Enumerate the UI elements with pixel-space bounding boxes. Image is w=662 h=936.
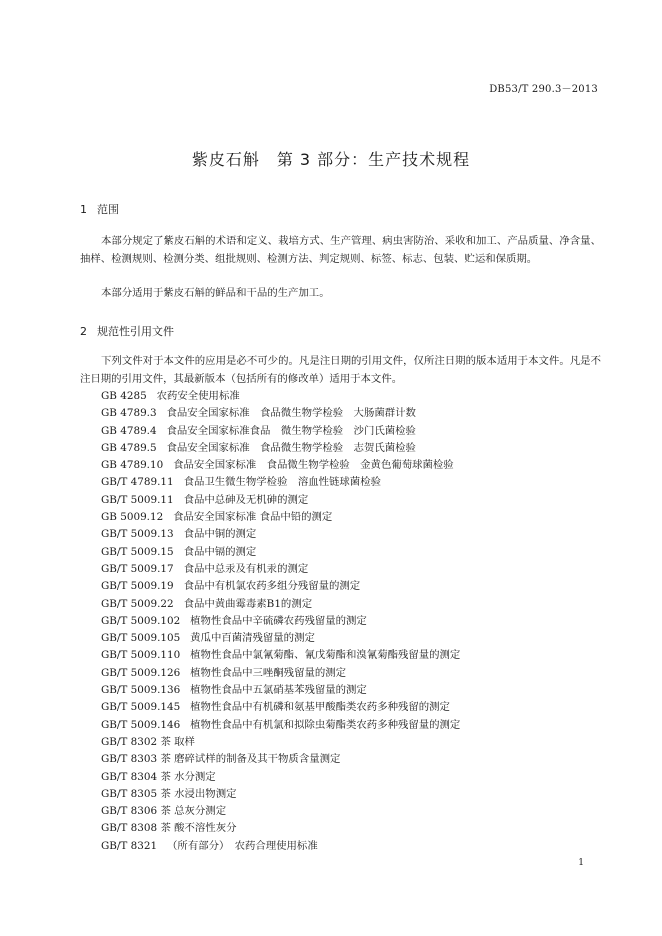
reference-item xyxy=(101,613,460,630)
section-title: 范围 xyxy=(97,203,119,216)
reference-item xyxy=(101,578,460,595)
reference-code: GB/T 8303 xyxy=(101,753,158,766)
reference-name: 植物性食品中三唑酮残留量的测定 xyxy=(190,666,347,679)
reference-code: GB/T 5009.110 xyxy=(101,649,181,662)
reference-item xyxy=(101,699,460,716)
reference-item xyxy=(101,820,460,837)
reference-item xyxy=(101,474,460,491)
reference-name: 食品安全国家标准食品 微生物学检验 沙门氏菌检验 xyxy=(166,424,416,437)
reference-code: GB/T 8305 xyxy=(101,787,158,800)
section-title: 规范性引用文件 xyxy=(97,325,174,338)
reference-name: 食品安全国家标准 食品微生物学检验 大肠菌群计数 xyxy=(166,407,416,420)
section-heading-normative-references xyxy=(80,323,174,339)
reference-list xyxy=(101,388,460,855)
reference-item xyxy=(101,769,460,786)
reference-code: GB/T 5009.102 xyxy=(101,614,181,627)
reference-item xyxy=(101,786,460,803)
scope-applicability-paragraph: 本部分适用于紫皮石斛的鲜品和干品的生产加工。 xyxy=(101,287,330,299)
reference-item xyxy=(101,423,460,440)
reference-item xyxy=(101,838,460,855)
reference-name: 茶 取样 xyxy=(160,735,195,748)
reference-name: 食品安全国家标准 食品中铅的测定 xyxy=(173,511,333,524)
reference-code: GB 5009.12 xyxy=(101,511,164,524)
reference-code: GB/T 5009.19 xyxy=(101,580,174,593)
references-intro-paragraph: 下列文件对于本文件的应用是必不可少的。凡是注日期的引用文件，仅所注日期的版本适用于本文件。凡是不注日期的引用文件，其最新版本（包括所有的修改单）适用于本文件。 xyxy=(80,355,601,385)
reference-name: 茶 总灰分测定 xyxy=(160,805,227,818)
reference-code: GB 4789.3 xyxy=(101,407,157,420)
reference-code: GB 4285 xyxy=(101,390,147,402)
reference-item xyxy=(101,734,460,751)
scope-paragraph: 本部分规定了紫皮石斛的术语和定义、栽培方式、生产管理、病虫害防治、采收和加工、产品质量、净含量、抽样、检测规则、检测分类、组批规则、检测方法、判定规则、标签、标志、包装、贮运和保质期。 xyxy=(80,235,601,265)
reference-name: 农药安全使用标准 xyxy=(156,390,240,402)
reference-code: GB 4789.4 xyxy=(101,424,157,437)
reference-item xyxy=(101,388,460,405)
reference-name: 食品中铜的测定 xyxy=(183,528,257,541)
reference-code: GB/T 5009.126 xyxy=(101,666,181,679)
section-number: 2 xyxy=(80,325,87,338)
reference-item xyxy=(101,457,460,474)
reference-name: 植物性食品中有机氯和拟除虫菊酯类农药多种残留量的测定 xyxy=(190,718,461,731)
reference-code: GB/T 8302 xyxy=(101,735,158,748)
document-title: 紫皮石斛 第 3 部分：生产技术规程 xyxy=(191,150,471,169)
reference-name: 食品中总砷及无机砷的测定 xyxy=(183,493,309,506)
reference-code: GB/T 5009.105 xyxy=(101,632,181,645)
section-number: 1 xyxy=(80,203,87,216)
reference-name: 食品中镉的测定 xyxy=(183,545,257,558)
reference-item xyxy=(101,526,460,543)
reference-code: GB/T 4789.11 xyxy=(101,476,174,489)
page-number: 1 xyxy=(578,858,584,868)
reference-code: GB/T 8304 xyxy=(101,770,158,783)
reference-name: 黄瓜中百菌清残留量的测定 xyxy=(190,632,315,645)
reference-name: 食品安全国家标准 食品微生物学检验 志贺氏菌检验 xyxy=(166,441,416,454)
reference-code: GB/T 8306 xyxy=(101,805,158,818)
reference-name: 食品中黄曲霉毒素B1的测定 xyxy=(183,597,313,610)
reference-name: 植物性食品中五氯硝基苯残留量的测定 xyxy=(190,684,367,697)
reference-code: GB/T 5009.13 xyxy=(101,528,174,541)
reference-item xyxy=(101,596,460,613)
reference-code: GB 4789.5 xyxy=(101,441,157,454)
section-heading-scope xyxy=(80,201,119,217)
reference-name: 茶 水浸出物测定 xyxy=(160,787,237,800)
standard-code: DB53/T 290.3－2013 xyxy=(489,84,598,95)
reference-code: GB/T 5009.15 xyxy=(101,545,174,558)
reference-item xyxy=(101,665,460,682)
reference-name: 食品中有机氯农药多组分残留量的测定 xyxy=(183,580,361,593)
reference-code: GB/T 8321 xyxy=(101,839,158,852)
reference-code: GB/T 5009.22 xyxy=(101,597,174,610)
reference-item xyxy=(101,803,460,820)
reference-code: GB/T 5009.145 xyxy=(101,701,181,714)
reference-code: GB/T 5009.11 xyxy=(101,493,174,506)
reference-item xyxy=(101,717,460,734)
reference-item xyxy=(101,682,460,699)
reference-name: 茶 水分测定 xyxy=(160,770,216,783)
reference-code: GB/T 5009.146 xyxy=(101,718,181,731)
reference-code: GB/T 5009.136 xyxy=(101,684,181,697)
reference-code: GB/T 8308 xyxy=(101,822,158,835)
reference-item xyxy=(101,405,460,422)
reference-name: 茶 酸不溶性灰分 xyxy=(160,822,237,835)
reference-item xyxy=(101,440,460,457)
reference-item xyxy=(101,647,460,664)
reference-name: 植物性食品中氯氰菊酯、氰戊菊酯和溴氰菊酯残留量的测定 xyxy=(190,649,461,662)
reference-item xyxy=(101,751,460,768)
reference-name: 植物性食品中辛硫磷农药残留量的测定 xyxy=(190,614,367,627)
reference-name: 食品安全国家标准 食品微生物学检验 金黄色葡萄球菌检验 xyxy=(173,459,454,472)
reference-item xyxy=(101,492,460,509)
reference-name: （所有部分） 农药合理使用标准 xyxy=(167,839,318,852)
reference-item xyxy=(101,544,460,561)
reference-item xyxy=(101,630,460,647)
reference-code: GB 4789.10 xyxy=(101,459,164,472)
reference-item xyxy=(101,561,460,578)
reference-name: 植物性食品中有机磷和氨基甲酸酯类农药多种残留的测定 xyxy=(190,701,450,714)
reference-code: GB/T 5009.17 xyxy=(101,562,174,575)
reference-name: 茶 磨碎试样的制备及其干物质含量测定 xyxy=(160,753,341,766)
reference-name: 食品中总汞及有机汞的测定 xyxy=(183,562,309,575)
reference-name: 食品卫生微生物学检验 溶血性链球菌检验 xyxy=(183,476,381,489)
reference-item xyxy=(101,509,460,526)
